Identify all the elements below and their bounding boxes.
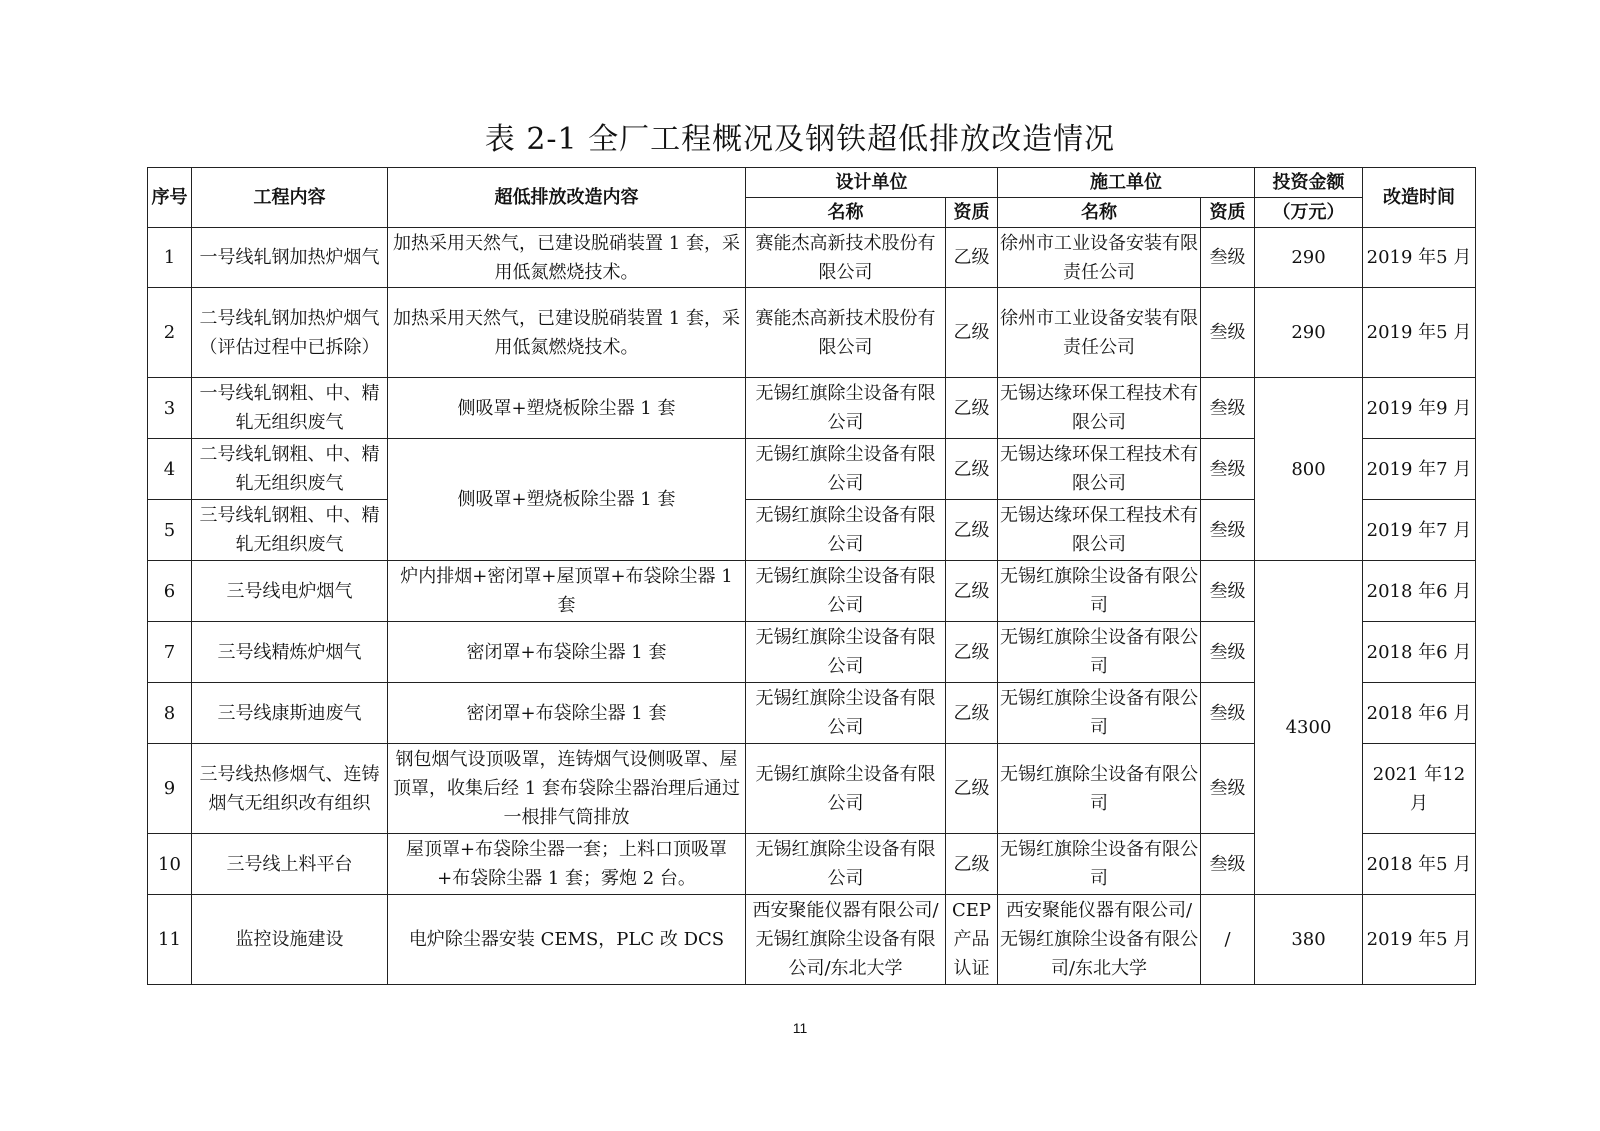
cell-content: 屋顶罩+布袋除尘器一套；上料口顶吸罩+布袋除尘器 1 套；雾炮 2 台。 [388,834,746,895]
cell-content: 密闭罩+布袋除尘器 1 套 [388,683,746,744]
cell-investment: 800 [1255,378,1363,561]
header-design-name: 名称 [746,198,946,228]
cell-design-name: 无锡红旗除尘设备有限公司 [746,500,946,561]
cell-build-qual: 叁级 [1201,622,1255,683]
cell-project: 三号线轧钢粗、中、精轧无组织废气 [192,500,388,561]
header-project: 工程内容 [192,168,388,228]
cell-build-name: 无锡红旗除尘设备有限公司 [998,622,1201,683]
cell-build-name: 无锡达缘环保工程技术有限公司 [998,378,1201,439]
cell-design-name: 无锡红旗除尘设备有限公司 [746,744,946,834]
cell-index: 1 [148,228,192,288]
cell-design-qual: 乙级 [946,744,998,834]
table-row [148,228,1476,288]
page-title: 表 2-1 全厂工程概况及钢铁超低排放改造情况 [484,122,1116,157]
cell-build-name: 西安聚能仪器有限公司/无锡红旗除尘设备有限公司/东北大学 [998,895,1201,985]
header-build-name: 名称 [998,198,1201,228]
cell-time: 2019 年5 月 [1363,228,1476,288]
cell-index: 11 [148,895,192,985]
page-number: 11 [792,1020,808,1036]
cell-design-qual: 乙级 [946,561,998,622]
cell-investment: 380 [1255,895,1363,985]
cell-index: 7 [148,622,192,683]
cell-build-name: 无锡红旗除尘设备有限公司 [998,683,1201,744]
cell-index: 6 [148,561,192,622]
cell-build-qual: 叁级 [1201,834,1255,895]
cell-design-name: 赛能杰高新技术股份有限公司 [746,228,946,288]
cell-design-name: 无锡红旗除尘设备有限公司 [746,683,946,744]
cell-time: 2021 年12 月 [1363,744,1476,834]
cell-index: 9 [148,744,192,834]
cell-content: 侧吸罩+塑烧板除尘器 1 套 [388,439,746,561]
cell-index: 5 [148,500,192,561]
cell-project: 二号线轧钢加热炉烟气（评估过程中已拆除） [192,288,388,378]
header-investment: 投资金额 [1255,168,1363,198]
cell-design-qual: CEP 产品认证 [946,895,998,985]
cell-project: 三号线热修烟气、连铸烟气无组织改有组织 [192,744,388,834]
cell-design-name: 西安聚能仪器有限公司/无锡红旗除尘设备有限公司/东北大学 [746,895,946,985]
cell-build-qual: 叁级 [1201,561,1255,622]
header-design-unit: 设计单位 [746,168,998,198]
cell-design-qual: 乙级 [946,439,998,500]
cell-build-name: 无锡达缘环保工程技术有限公司 [998,500,1201,561]
header-time: 改造时间 [1363,168,1476,228]
cell-build-qual: 叁级 [1201,228,1255,288]
cell-design-qual: 乙级 [946,288,998,378]
cell-build-qual: / [1201,895,1255,985]
cell-project: 三号线精炼炉烟气 [192,622,388,683]
header-construction-unit: 施工单位 [998,168,1255,198]
cell-time: 2019 年5 月 [1363,288,1476,378]
cell-index: 8 [148,683,192,744]
header-build-qual: 资质 [1201,198,1255,228]
cell-time: 2018 年6 月 [1363,622,1476,683]
cell-time: 2018 年5 月 [1363,834,1476,895]
cell-design-name: 赛能杰高新技术股份有限公司 [746,288,946,378]
cell-time: 2018 年6 月 [1363,561,1476,622]
cell-project: 一号线轧钢粗、中、精轧无组织废气 [192,378,388,439]
cell-build-qual: 叁级 [1201,439,1255,500]
project-table [147,167,1476,985]
cell-time: 2019 年7 月 [1363,500,1476,561]
cell-time: 2019 年9 月 [1363,378,1476,439]
table-row [148,378,1476,439]
cell-investment: 4300 [1255,561,1363,895]
cell-content: 电炉除尘器安装 CEMS，PLC 改 DCS [388,895,746,985]
cell-content: 钢包烟气设顶吸罩，连铸烟气设侧吸罩、屋顶罩，收集后经 1 套布袋除尘器治理后通过一根排气筒排放 [388,744,746,834]
table-row [148,561,1476,622]
cell-design-qual: 乙级 [946,683,998,744]
cell-project: 三号线康斯迪废气 [192,683,388,744]
table-row [148,288,1476,378]
cell-content: 炉内排烟+密闭罩+屋顶罩+布袋除尘器 1 套 [388,561,746,622]
cell-build-name: 徐州市工业设备安装有限责任公司 [998,288,1201,378]
cell-project: 监控设施建设 [192,895,388,985]
cell-design-name: 无锡红旗除尘设备有限公司 [746,622,946,683]
cell-content: 加热采用天然气，已建设脱硝装置 1 套，采用低氮燃烧技术。 [388,288,746,378]
cell-project: 二号线轧钢粗、中、精轧无组织废气 [192,439,388,500]
cell-time: 2019 年7 月 [1363,439,1476,500]
cell-build-qual: 叁级 [1201,744,1255,834]
cell-design-name: 无锡红旗除尘设备有限公司 [746,378,946,439]
cell-design-qual: 乙级 [946,834,998,895]
cell-build-qual: 叁级 [1201,378,1255,439]
cell-investment: 290 [1255,288,1363,378]
table-row [148,895,1476,985]
cell-time: 2019 年5 月 [1363,895,1476,985]
cell-index: 2 [148,288,192,378]
cell-build-name: 无锡红旗除尘设备有限公司 [998,561,1201,622]
header-investment-unit: （万元） [1255,198,1363,228]
header-row [148,168,1476,198]
cell-project: 三号线电炉烟气 [192,561,388,622]
cell-investment: 290 [1255,228,1363,288]
cell-index: 4 [148,439,192,500]
cell-content: 加热采用天然气，已建设脱硝装置 1 套，采用低氮燃烧技术。 [388,228,746,288]
cell-design-qual: 乙级 [946,228,998,288]
header-index: 序号 [148,168,192,228]
cell-design-name: 无锡红旗除尘设备有限公司 [746,439,946,500]
cell-build-qual: 叁级 [1201,500,1255,561]
header-content: 超低排放改造内容 [388,168,746,228]
cell-design-qual: 乙级 [946,500,998,561]
cell-project: 三号线上料平台 [192,834,388,895]
cell-design-name: 无锡红旗除尘设备有限公司 [746,834,946,895]
cell-build-qual: 叁级 [1201,683,1255,744]
cell-time: 2018 年6 月 [1363,683,1476,744]
cell-index: 3 [148,378,192,439]
cell-content: 侧吸罩+塑烧板除尘器 1 套 [388,378,746,439]
cell-build-qual: 叁级 [1201,288,1255,378]
cell-design-qual: 乙级 [946,622,998,683]
cell-build-name: 无锡达缘环保工程技术有限公司 [998,439,1201,500]
cell-design-name: 无锡红旗除尘设备有限公司 [746,561,946,622]
cell-content: 密闭罩+布袋除尘器 1 套 [388,622,746,683]
cell-build-name: 无锡红旗除尘设备有限公司 [998,834,1201,895]
cell-build-name: 无锡红旗除尘设备有限公司 [998,744,1201,834]
cell-project: 一号线轧钢加热炉烟气 [192,228,388,288]
cell-build-name: 徐州市工业设备安装有限责任公司 [998,228,1201,288]
cell-index: 10 [148,834,192,895]
cell-design-qual: 乙级 [946,378,998,439]
header-design-qual: 资质 [946,198,998,228]
